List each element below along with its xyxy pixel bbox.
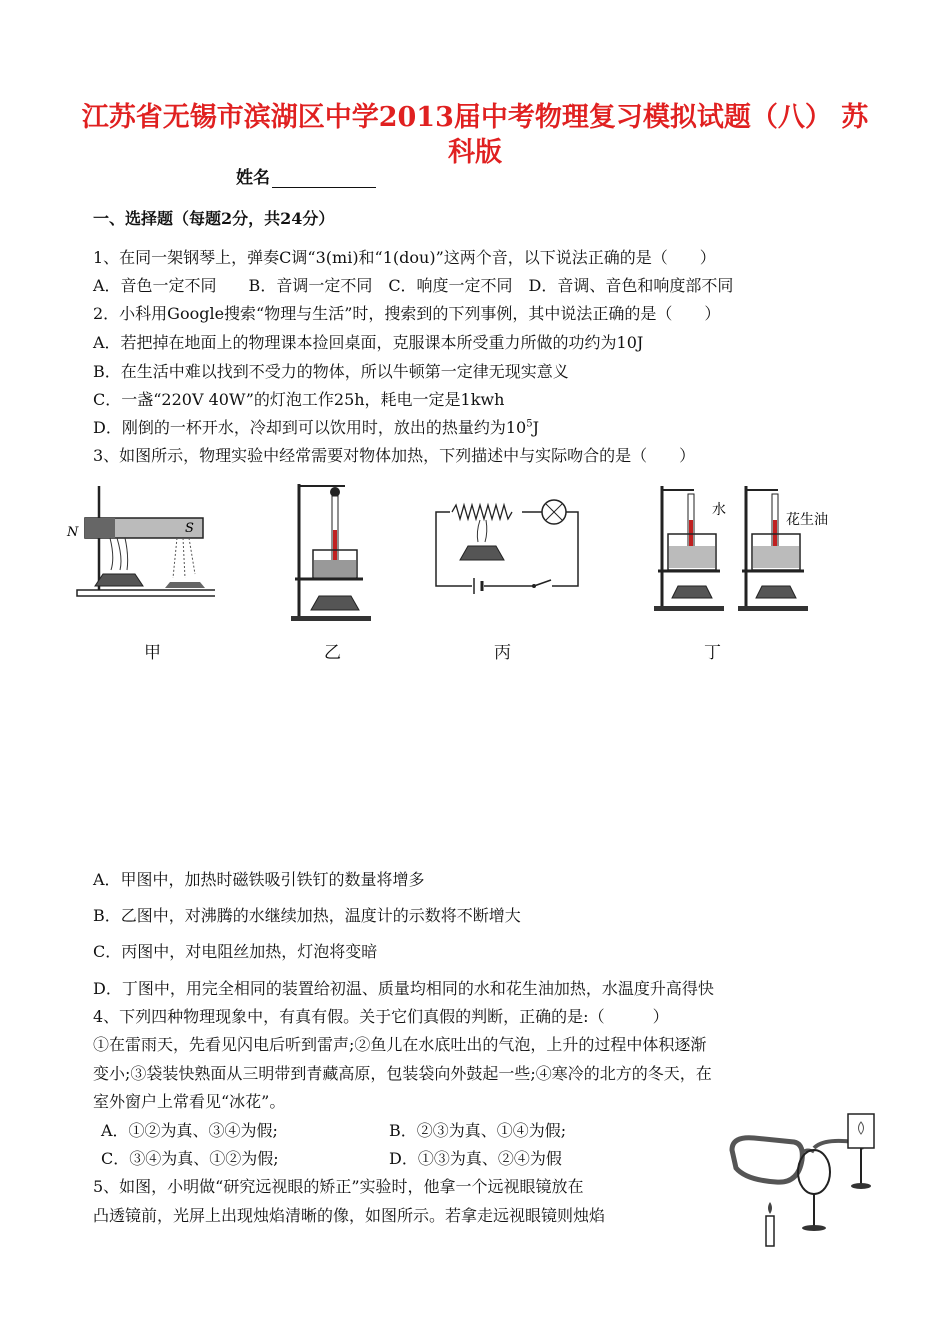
label-oil: 花生油 [786, 512, 828, 528]
q4-line1: ①在雷雨天，先看见闪电后听到雷声;②鱼儿在水底吐出的气泡，上升的过程中体积逐渐 [93, 1035, 707, 1054]
q4-option-a: A．①②为真、③④为假; [101, 1121, 278, 1140]
q3-stem: 3、如图所示，物理实验中经常需要对物体加热，下列描述中与实际吻合的是（ ） [93, 446, 696, 465]
q3-option-b: B．乙图中，对沸腾的水继续加热，温度计的示数将不断增大 [93, 906, 521, 925]
q4-option-b: B．②③为真、①④为假; [389, 1121, 567, 1140]
q3-option-d: D．丁图中，用完全相同的装置给初温、质量均相同的水和花生油加热，水温度升高得快 [93, 979, 714, 998]
q2-option-d: D．刚倒的一杯开水，冷却到可以饮用时，放出的热量约为$10^5J$ [93, 418, 539, 437]
q2-stem: 2．小科用Google搜索“物理与生活”时，搜索到的下列事例，其中说法正确的是（ ） [93, 304, 721, 323]
q4-line2: 变小;③袋装快熟面从三明带到青藏高原，包装袋向外鼓起一些;④寒冷的北方的冬天，在 [93, 1064, 712, 1083]
name-blank [272, 169, 376, 188]
q2-option-c: C．一盏“220V 40W”的灯泡工作25h，耗电一定是1kwh [93, 390, 505, 409]
label-n: N [67, 525, 79, 540]
q1-options: A．音色一定不同 B．音调一定不同 C．响度一定不同 D．音调、音色和响度部不同 [93, 276, 734, 295]
name-label: 姓名 [236, 168, 270, 188]
q1-stem: 1、在同一架钢琴上，弹奏C调“3(mi)和“1(dou)”这两个音，以下说法正确的是（ ） [93, 248, 716, 267]
caption-ding: 丁 [704, 643, 721, 663]
label-s: S [185, 521, 194, 536]
label-water: 水 [712, 502, 726, 518]
q4-option-d: D．①③为真、②④为假 [389, 1149, 562, 1168]
figure-yi [283, 478, 373, 623]
q3-option-a: A．甲图中，加热时磁铁吸引铁钉的数量将增多 [93, 870, 425, 889]
q2-option-a: A．若把掉在地面上的物理课本捡回桌面，克服课本所受重力所做的功约为10J [93, 333, 644, 352]
figure-bing [430, 490, 585, 595]
caption-yi: 乙 [324, 643, 341, 663]
caption-bing: 丙 [494, 643, 511, 663]
q5-line1: 5、如图，小明做“研究远视眼的矫正”实验时，他拿一个远视眼镜放在 [93, 1177, 584, 1196]
figure-glasses [724, 1108, 894, 1253]
q5-line2: 凸透镜前，光屏上出现烛焰清晰的像，如图所示。若拿走远视眼镜则烛焰 [93, 1206, 606, 1225]
caption-jia: 甲 [144, 643, 161, 663]
q4-line3: 室外窗户上常看见“冰花”。 [93, 1092, 286, 1111]
name-field [236, 163, 376, 188]
q4-stem: 4、下列四种物理现象中，有真有假。关于它们真假的判断，正确的是:（ ） [93, 1007, 669, 1026]
q3-option-c: C．丙图中，对电阻丝加热，灯泡将变暗 [93, 942, 378, 961]
figure-jia [65, 478, 215, 603]
section-heading: 一、选择题（每题2分，共24分） [93, 209, 335, 228]
page-title: 江苏省无锡市滨湖区中学2013届中考物理复习模拟试题（八） 苏科版 [81, 102, 869, 168]
q2-option-b: B．在生活中难以找到不受力的物体，所以牛顿第一定律无现实意义 [93, 362, 569, 381]
q4-option-c: C．③④为真、①②为假; [101, 1149, 279, 1168]
figure-ding [652, 480, 842, 615]
